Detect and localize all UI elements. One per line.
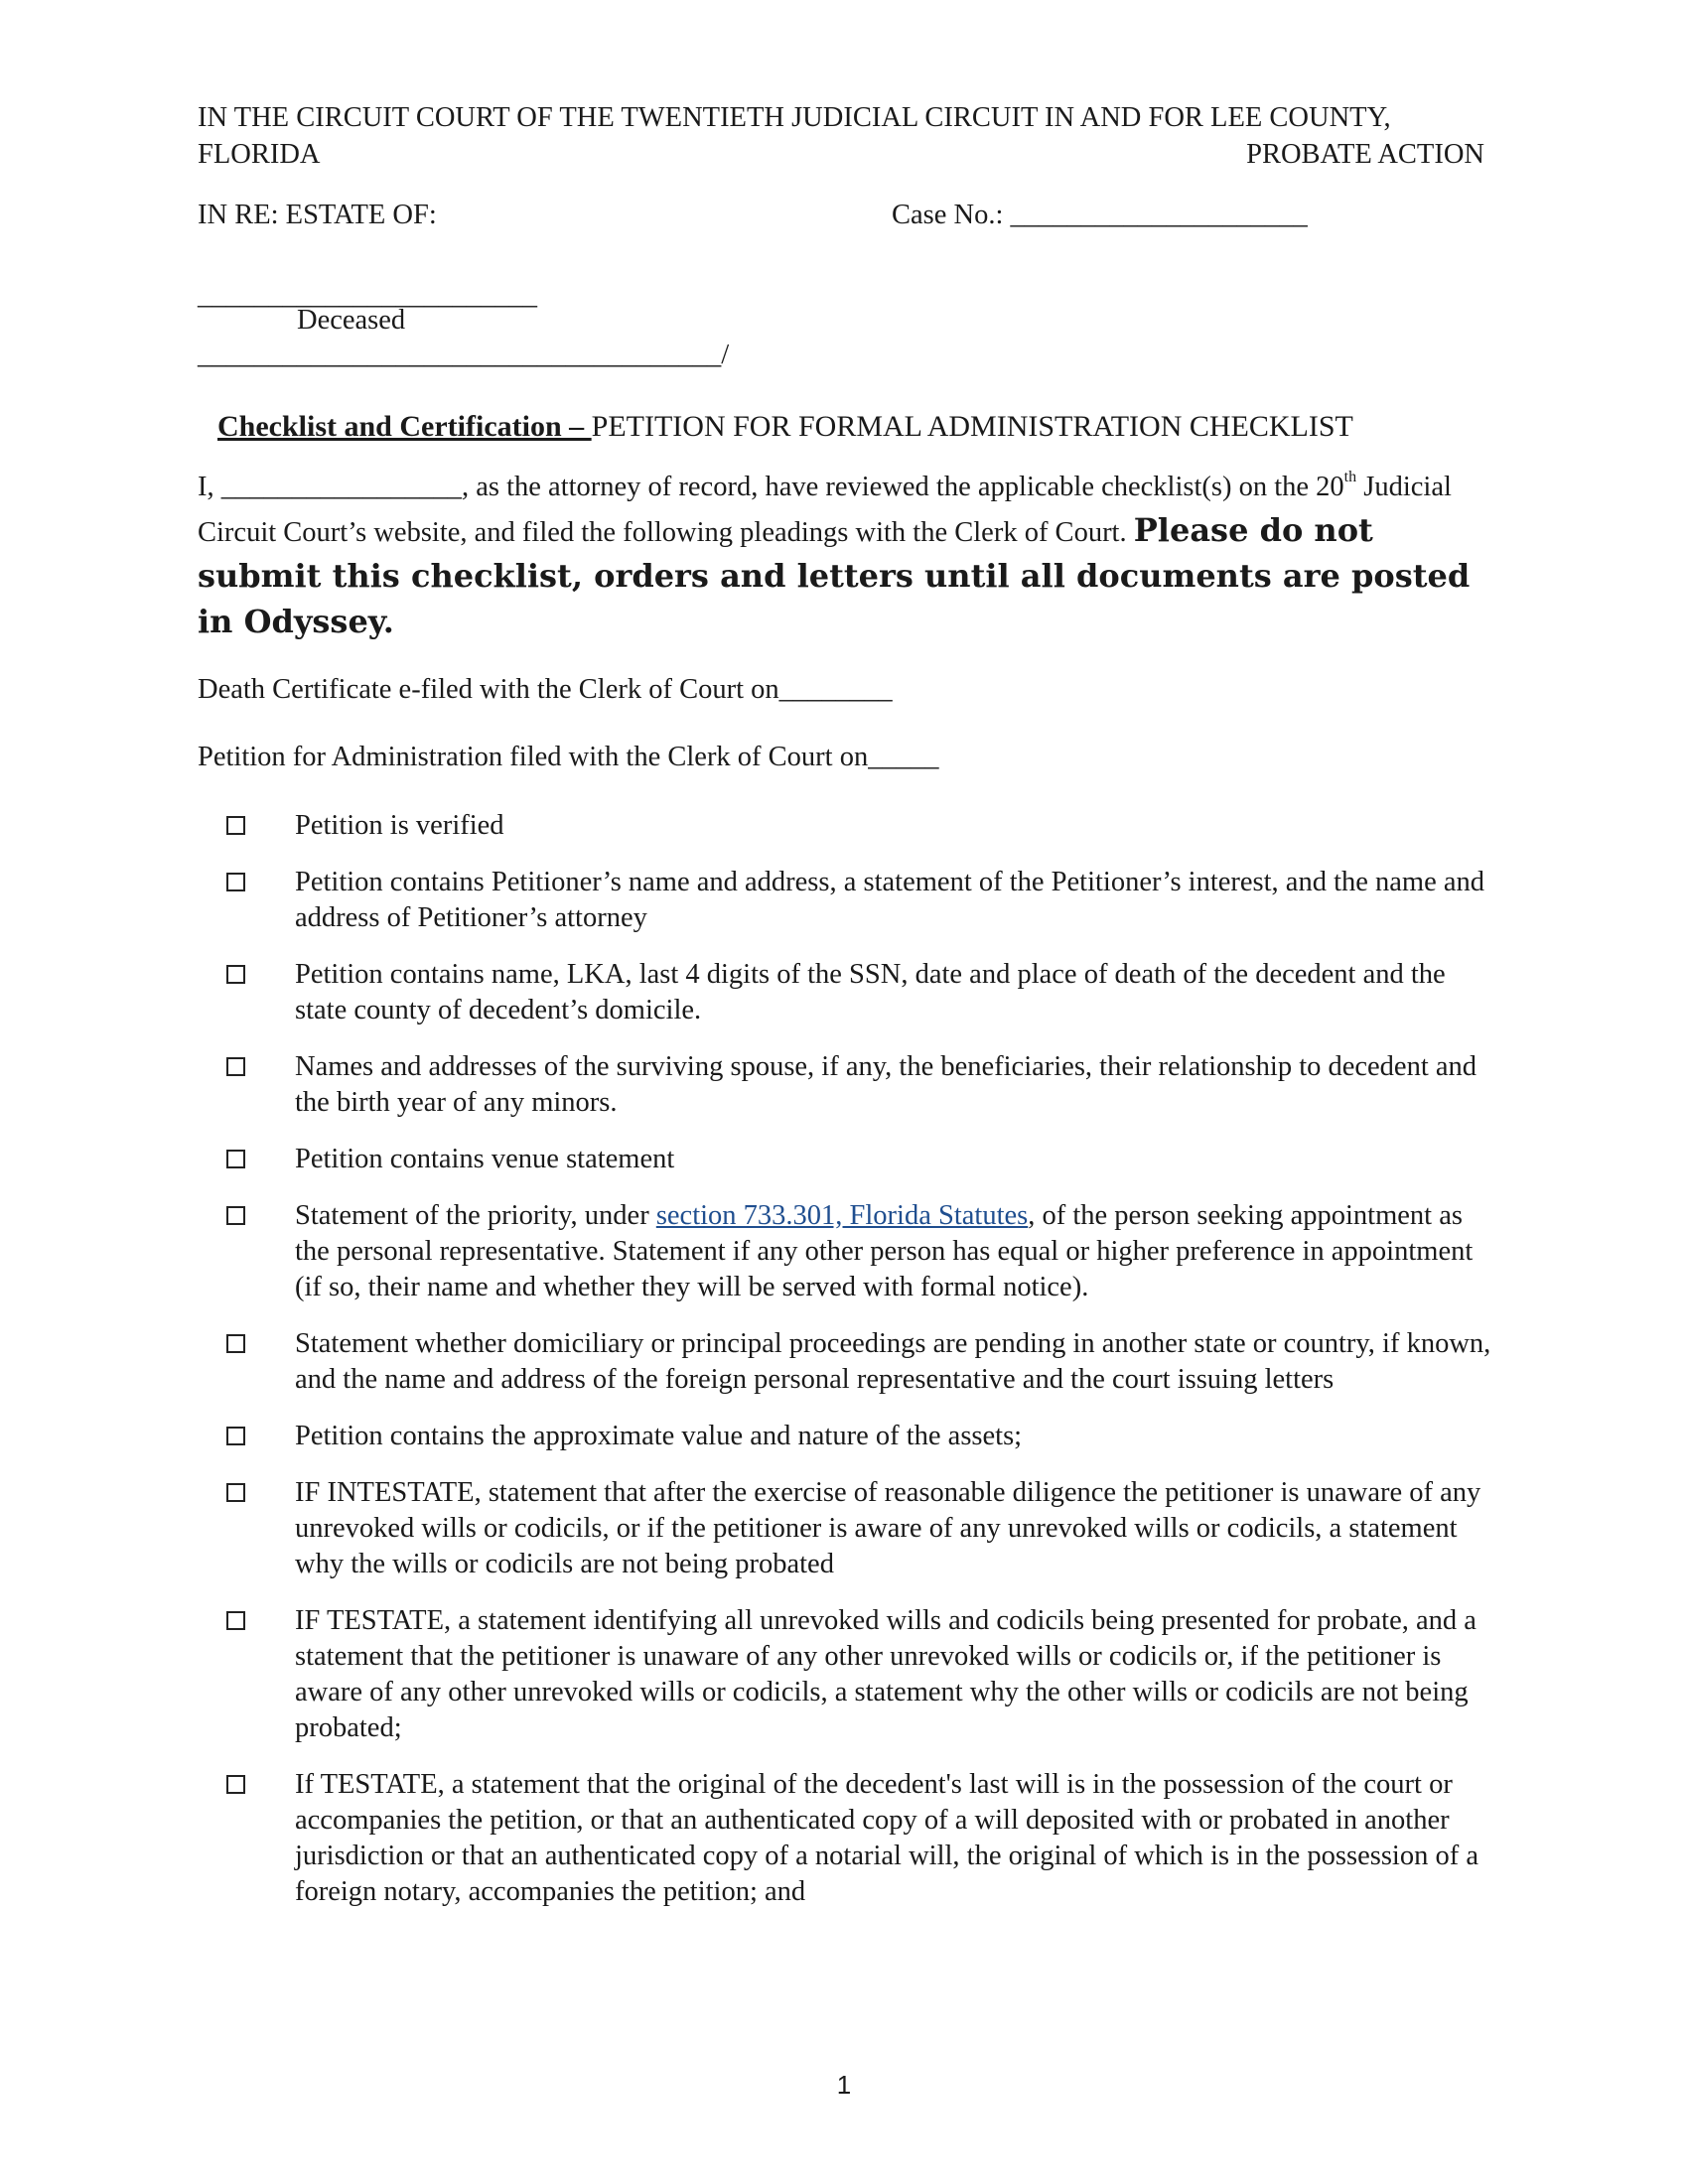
checkbox[interactable]: [226, 873, 245, 891]
title-rest: PETITION FOR FORMAL ADMINISTRATION CHECKLIST: [591, 410, 1353, 443]
document-title: [217, 408, 1353, 446]
checklist-item: [198, 1049, 1498, 1121]
decedent-name-blank: ________________________: [198, 280, 537, 311]
court-header-line1: IN THE CIRCUIT COURT OF THE TWENTIETH JUDICIAL CIRCUIT IN AND FOR LEE COUNTY,: [198, 102, 1391, 133]
death-certificate-line: Death Certificate e-filed with the Clerk of Court on________: [198, 674, 893, 705]
checklist-item: [198, 1419, 1498, 1454]
checklist-item-text: [295, 1198, 1498, 1305]
deceased-label: Deceased: [297, 305, 406, 336]
checkbox[interactable]: [226, 965, 245, 984]
checkbox[interactable]: [226, 816, 245, 835]
checklist-item: [198, 865, 1498, 936]
checklist-item: [198, 1326, 1498, 1398]
checklist-item-text: Petition is verified: [295, 810, 504, 841]
checklist-item: [198, 1767, 1498, 1910]
checkbox[interactable]: [226, 1427, 245, 1445]
checklist-item-text: IF TESTATE, a statement identifying all unrevoked wills and codicils being presented for probate, and a statement that the petitioner is unaware of any other unrevoked wills or codicils or, if the petitioner is aware of any other unrevoked wills or codicils, a statement why the other wills or codicils are not being probated;: [295, 1605, 1477, 1743]
checklist: [198, 808, 1498, 1931]
priority-text-before: Statement of the priority, under: [295, 1200, 656, 1231]
checkbox[interactable]: [226, 1057, 245, 1076]
checklist-item-text: IF INTESTATE, statement that after the exercise of reasonable diligence the petitioner is unaware of any unrevoked wills or codicils, or if the petitioner is aware of any unrevoked wills or codicils, a statement why the wills or codicils are not being probated: [295, 1477, 1481, 1579]
certification-text-b: Judicial Circuit Court’s website, and filed the following pleadings with the Clerk of Court.: [198, 472, 1452, 548]
checklist-item: [198, 1198, 1498, 1305]
court-state: FLORIDA: [198, 139, 321, 170]
checklist-item-text: Petition contains the approximate value and nature of the assets;: [295, 1421, 1023, 1451]
checkbox[interactable]: [226, 1611, 245, 1630]
checklist-item: [198, 808, 1498, 844]
checklist-item-text: If TESTATE, a statement that the original of the decedent's last will is in the possession of the court or accompanies the petition, or that an authenticated copy of a will deposited with or probated in another jurisdiction or that an authenticated copy of a notarial will, the original of which is in the possession of a foreign notary, accompanies the petition; and: [295, 1769, 1478, 1907]
checklist-item: [198, 1475, 1498, 1582]
petition-filed-line: Petition for Administration filed with the Clerk of Court on_____: [198, 742, 939, 772]
checkbox[interactable]: [226, 1206, 245, 1225]
certification-text-a: I, _________________, as the attorney of record, have reviewed the applicable checklist(s) on the 20: [198, 472, 1344, 502]
statute-link[interactable]: section 733.301, Florida Statutes: [655, 1200, 1029, 1231]
checkbox[interactable]: [226, 1334, 245, 1353]
checklist-item-text: Statement whether domiciliary or principal proceedings are pending in another state or country, if known, and the name and address of the foreign personal representative and the court issuing letters: [295, 1328, 1491, 1395]
title-bold-part: Checklist and Certification –: [217, 410, 592, 443]
checklist-item: [198, 1142, 1498, 1177]
case-number-field: Case No.: _____________________: [892, 200, 1308, 230]
probate-action-label: PROBATE ACTION: [1246, 139, 1484, 170]
submission-warning: Please do not submit this checklist, orders and letters until all documents are posted in Odyssey.: [198, 511, 1471, 640]
checkbox[interactable]: [226, 1775, 245, 1794]
checklist-item-text: Names and addresses of the surviving spouse, if any, the beneficiaries, their relationship to decedent and the birth year of any minors.: [295, 1051, 1477, 1118]
certification-superscript: th: [1343, 468, 1357, 485]
checklist-item-text: Petition contains name, LKA, last 4 digits of the SSN, date and place of death of the decedent and the state county of decedent’s domicile.: [295, 959, 1446, 1025]
checklist-item: [198, 1603, 1498, 1746]
caption-closing-line: _____________________________________/: [198, 340, 730, 370]
checklist-item: [198, 957, 1498, 1028]
in-re-estate-label: IN RE: ESTATE OF:: [198, 200, 437, 230]
checkbox[interactable]: [226, 1150, 245, 1168]
checklist-item-text: Petition contains venue statement: [295, 1144, 675, 1174]
priority-text-after: , of the person seeking appointment as the personal representative. Statement if any other person has equal or higher preference in appointment (if so, their name and whether they will be served with formal notice).: [295, 1200, 1474, 1302]
attorney-certification: [198, 467, 1488, 645]
page-number: 1: [836, 2070, 852, 2100]
court-header-line2: [198, 137, 1484, 173]
checklist-item-text: Petition contains Petitioner’s name and address, a statement of the Petitioner’s interest, and the name and address of Petitioner’s attorney: [295, 867, 1485, 933]
checkbox[interactable]: [226, 1483, 245, 1502]
